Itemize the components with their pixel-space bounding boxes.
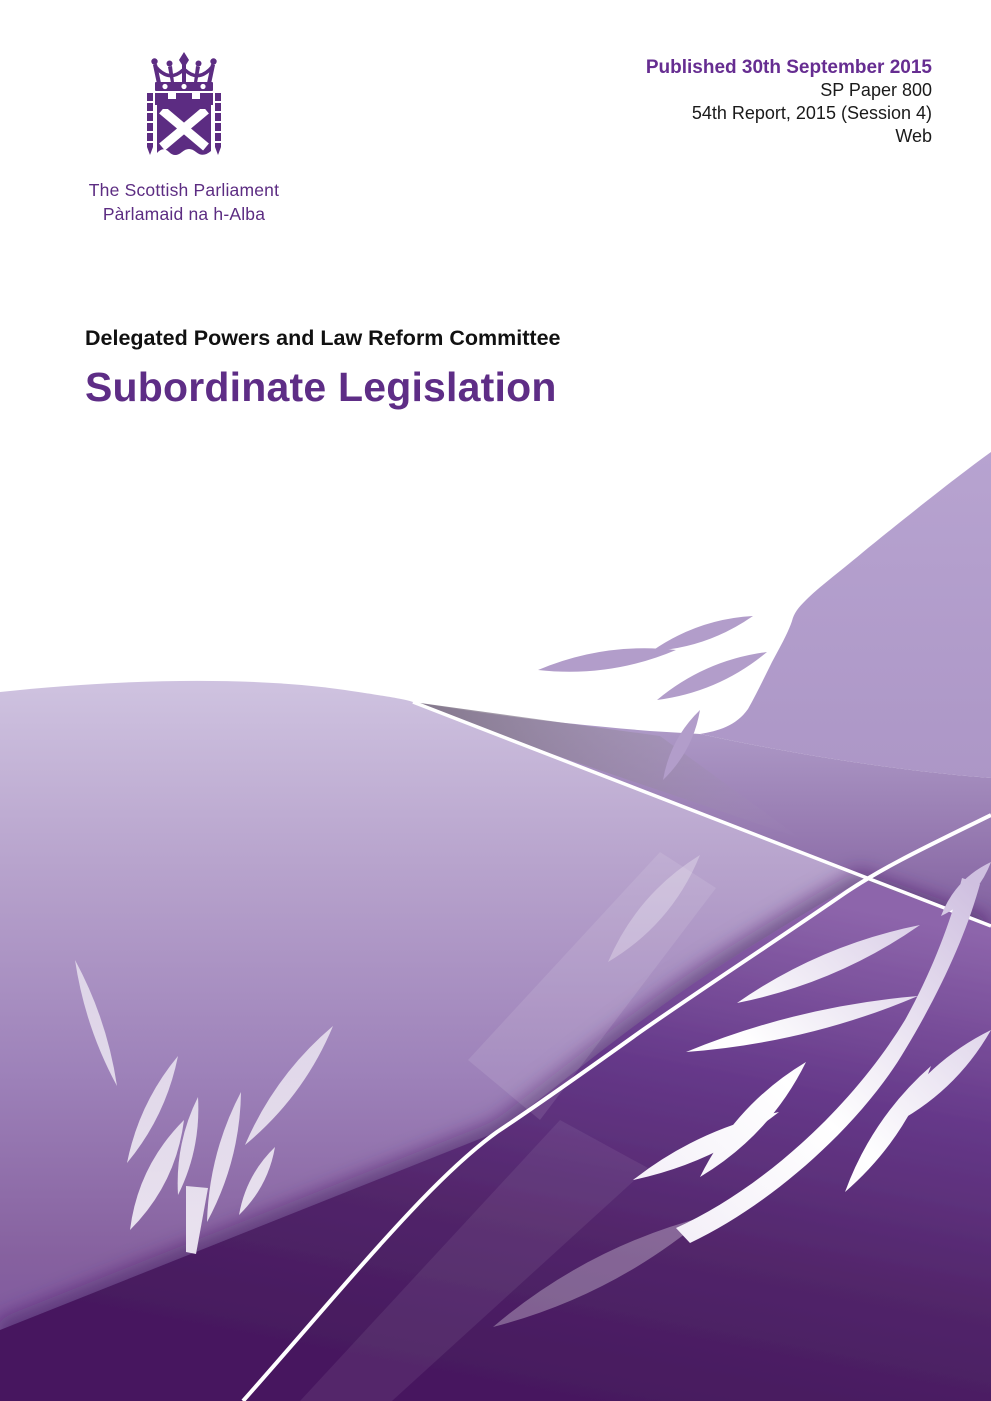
- committee-name: Delegated Powers and Law Reform Committee: [85, 326, 561, 350]
- publication-info: [646, 56, 932, 148]
- mountain-shape: [700, 452, 991, 778]
- published-date: Published 30th September 2015: [645, 57, 932, 78]
- parliament-emblem-icon: [124, 52, 244, 174]
- parliament-logo-block: [84, 52, 284, 225]
- title-block: [85, 326, 561, 411]
- publication-format: Web: [895, 126, 932, 146]
- sp-paper-number: SP Paper 800: [820, 80, 932, 100]
- logo-text-gaelic: Pàrlamaid na h-Alba: [102, 204, 266, 224]
- logo-text-english: The Scottish Parliament: [88, 180, 280, 200]
- report-number: 54th Report, 2015 (Session 4): [691, 103, 932, 123]
- report-title: Subordinate Legislation: [85, 364, 557, 410]
